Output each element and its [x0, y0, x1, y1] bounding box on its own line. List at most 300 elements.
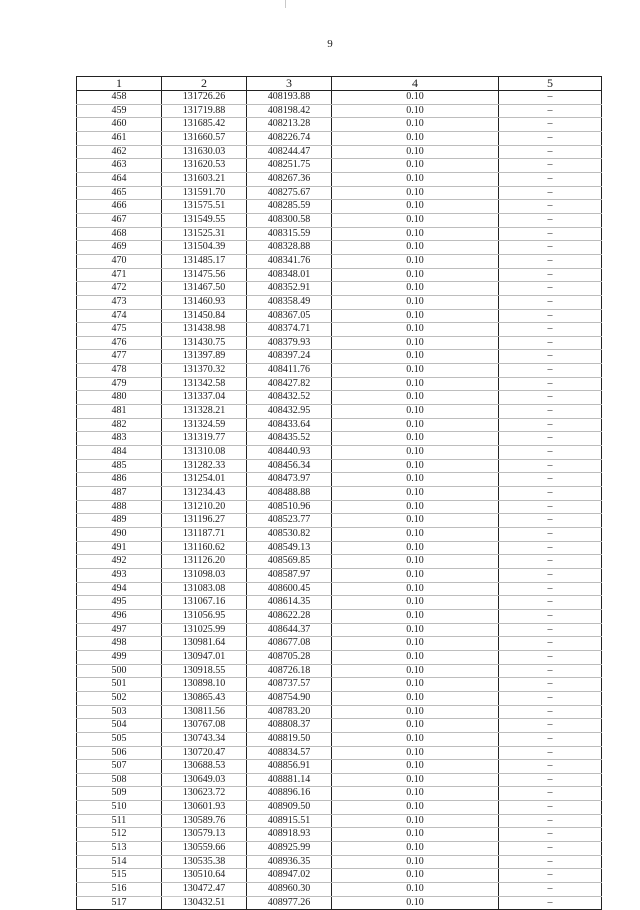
- table-cell-col-1: 501: [77, 678, 162, 692]
- table-cell-col-4: 0.10: [332, 282, 499, 296]
- table-cell-col-1: 484: [77, 446, 162, 460]
- table-cell-col-1: 500: [77, 664, 162, 678]
- table-cell-col-1: 468: [77, 227, 162, 241]
- table-cell-col-5: –: [499, 459, 602, 473]
- table-cell-col-3: 408510.96: [247, 500, 332, 514]
- table-cell-col-3: 408275.67: [247, 186, 332, 200]
- table-row: [77, 418, 602, 432]
- table-cell-col-4: 0.10: [332, 159, 499, 173]
- table-cell-col-2: 131370.32: [162, 364, 247, 378]
- table-cell-col-1: 511: [77, 814, 162, 828]
- table-cell-col-3: 408427.82: [247, 377, 332, 391]
- table-cell-col-3: 408915.51: [247, 814, 332, 828]
- column-header-2: 2: [162, 77, 247, 91]
- table-cell-col-4: 0.10: [332, 691, 499, 705]
- table-cell-col-4: 0.10: [332, 637, 499, 651]
- table-cell-col-2: 131126.20: [162, 555, 247, 569]
- table-row: [77, 514, 602, 528]
- table-cell-col-4: 0.10: [332, 514, 499, 528]
- table-cell-col-3: 408977.26: [247, 896, 332, 910]
- table-cell-col-3: 408783.20: [247, 705, 332, 719]
- table-row: [77, 172, 602, 186]
- table-row: [77, 869, 602, 883]
- table-cell-col-4: 0.10: [332, 814, 499, 828]
- table-cell-col-2: 130981.64: [162, 637, 247, 651]
- table-cell-col-3: 408456.34: [247, 459, 332, 473]
- table-cell-col-4: 0.10: [332, 773, 499, 787]
- table-cell-col-2: 131719.88: [162, 104, 247, 118]
- table-row: [77, 91, 602, 105]
- table-row: [77, 609, 602, 623]
- table-cell-col-3: 408267.36: [247, 172, 332, 186]
- table-cell-col-2: 130688.53: [162, 760, 247, 774]
- table-cell-col-5: –: [499, 172, 602, 186]
- table-cell-col-5: –: [499, 691, 602, 705]
- table-row: [77, 746, 602, 760]
- table-row: [77, 719, 602, 733]
- table-cell-col-4: 0.10: [332, 446, 499, 460]
- table-cell-col-4: 0.10: [332, 596, 499, 610]
- table-cell-col-2: 131575.51: [162, 200, 247, 214]
- table-cell-col-2: 131460.93: [162, 295, 247, 309]
- table-cell-col-3: 408435.52: [247, 432, 332, 446]
- table-cell-col-3: 408947.02: [247, 869, 332, 883]
- table-row: [77, 364, 602, 378]
- table-cell-col-2: 131660.57: [162, 131, 247, 145]
- table-cell-col-1: 491: [77, 541, 162, 555]
- table-cell-col-1: 469: [77, 241, 162, 255]
- table-row: [77, 104, 602, 118]
- table-cell-col-2: 131196.27: [162, 514, 247, 528]
- table-cell-col-1: 467: [77, 213, 162, 227]
- table-row: [77, 528, 602, 542]
- table-cell-col-5: –: [499, 514, 602, 528]
- table-cell-col-2: 131254.01: [162, 473, 247, 487]
- table-row: [77, 350, 602, 364]
- table-cell-col-5: –: [499, 159, 602, 173]
- table-cell-col-2: 131485.17: [162, 254, 247, 268]
- table-cell-col-4: 0.10: [332, 855, 499, 869]
- table-row: [77, 459, 602, 473]
- table-cell-col-1: 461: [77, 131, 162, 145]
- table-cell-col-5: –: [499, 104, 602, 118]
- table-cell-col-1: 513: [77, 842, 162, 856]
- table-row: [77, 541, 602, 555]
- table-cell-col-4: 0.10: [332, 91, 499, 105]
- table-cell-col-3: 408251.75: [247, 159, 332, 173]
- table-cell-col-3: 408433.64: [247, 418, 332, 432]
- table-cell-col-2: 131549.55: [162, 213, 247, 227]
- table-cell-col-2: 130767.08: [162, 719, 247, 733]
- table-cell-col-1: 470: [77, 254, 162, 268]
- table-row: [77, 405, 602, 419]
- table-cell-col-5: –: [499, 391, 602, 405]
- table-cell-col-1: 508: [77, 773, 162, 787]
- table-cell-col-4: 0.10: [332, 664, 499, 678]
- table-cell-col-5: –: [499, 596, 602, 610]
- table-cell-col-3: 408705.28: [247, 650, 332, 664]
- table-cell-col-2: 131187.71: [162, 528, 247, 542]
- table-cell-col-3: 408328.88: [247, 241, 332, 255]
- table-cell-col-5: –: [499, 528, 602, 542]
- table-cell-col-2: 130865.43: [162, 691, 247, 705]
- table-cell-col-5: –: [499, 500, 602, 514]
- coordinates-table: [76, 76, 602, 910]
- table-cell-col-5: –: [499, 282, 602, 296]
- table-cell-col-2: 131328.21: [162, 405, 247, 419]
- table-row: [77, 432, 602, 446]
- table-cell-col-4: 0.10: [332, 186, 499, 200]
- table-cell-col-5: –: [499, 842, 602, 856]
- table-cell-col-5: –: [499, 254, 602, 268]
- table-cell-col-1: 496: [77, 609, 162, 623]
- table-cell-col-2: 131083.08: [162, 582, 247, 596]
- table-cell-col-3: 408341.76: [247, 254, 332, 268]
- table-cell-col-2: 131324.59: [162, 418, 247, 432]
- table-cell-col-1: 482: [77, 418, 162, 432]
- table-row: [77, 801, 602, 815]
- table-cell-col-2: 130743.34: [162, 732, 247, 746]
- table-cell-col-2: 130579.13: [162, 828, 247, 842]
- table-cell-col-2: 131025.99: [162, 623, 247, 637]
- table-row: [77, 760, 602, 774]
- table-cell-col-4: 0.10: [332, 418, 499, 432]
- table-cell-col-2: 131685.42: [162, 118, 247, 132]
- table-row: [77, 131, 602, 145]
- table-cell-col-2: 131603.21: [162, 172, 247, 186]
- table-row: [77, 336, 602, 350]
- table-cell-col-3: 408960.30: [247, 883, 332, 897]
- table-cell-col-4: 0.10: [332, 801, 499, 815]
- table-cell-col-3: 408936.35: [247, 855, 332, 869]
- table-body: [77, 91, 602, 910]
- table-cell-col-5: –: [499, 896, 602, 910]
- table-cell-col-3: 408226.74: [247, 131, 332, 145]
- table-cell-col-1: 514: [77, 855, 162, 869]
- table-cell-col-5: –: [499, 473, 602, 487]
- table-cell-col-1: 478: [77, 364, 162, 378]
- table-cell-col-3: 408523.77: [247, 514, 332, 528]
- table-cell-col-4: 0.10: [332, 377, 499, 391]
- table-row: [77, 623, 602, 637]
- table-row: [77, 145, 602, 159]
- table-cell-col-5: –: [499, 650, 602, 664]
- table-cell-col-2: 131475.56: [162, 268, 247, 282]
- table-cell-col-3: 408432.95: [247, 405, 332, 419]
- table-cell-col-1: 495: [77, 596, 162, 610]
- table-row: [77, 896, 602, 910]
- table-cell-col-2: 131067.16: [162, 596, 247, 610]
- table-cell-col-1: 463: [77, 159, 162, 173]
- table-row: [77, 883, 602, 897]
- table-cell-col-1: 473: [77, 295, 162, 309]
- table-cell-col-5: –: [499, 186, 602, 200]
- table-cell-col-4: 0.10: [332, 405, 499, 419]
- table-cell-col-1: 458: [77, 91, 162, 105]
- table-row: [77, 254, 602, 268]
- table-cell-col-2: 131342.58: [162, 377, 247, 391]
- table-cell-col-4: 0.10: [332, 131, 499, 145]
- table-cell-col-2: 130472.47: [162, 883, 247, 897]
- table-cell-col-4: 0.10: [332, 719, 499, 733]
- table-cell-col-2: 131337.04: [162, 391, 247, 405]
- column-header-4: 4: [332, 77, 499, 91]
- table-cell-col-4: 0.10: [332, 896, 499, 910]
- table-cell-col-4: 0.10: [332, 336, 499, 350]
- table-cell-col-3: 408213.28: [247, 118, 332, 132]
- table-cell-col-2: 130918.55: [162, 664, 247, 678]
- table-row: [77, 691, 602, 705]
- table-cell-col-4: 0.10: [332, 323, 499, 337]
- table-cell-col-5: –: [499, 828, 602, 842]
- table-row: [77, 241, 602, 255]
- table-cell-col-2: 131319.77: [162, 432, 247, 446]
- table-cell-col-5: –: [499, 336, 602, 350]
- table-cell-col-2: 131591.70: [162, 186, 247, 200]
- table-cell-col-3: 408881.14: [247, 773, 332, 787]
- table-cell-col-4: 0.10: [332, 568, 499, 582]
- table-cell-col-5: –: [499, 883, 602, 897]
- table-cell-col-4: 0.10: [332, 200, 499, 214]
- page-number: 9: [327, 38, 333, 50]
- table-cell-col-2: 131160.62: [162, 541, 247, 555]
- table-cell-col-1: 481: [77, 405, 162, 419]
- table-cell-col-4: 0.10: [332, 650, 499, 664]
- table-cell-col-4: 0.10: [332, 746, 499, 760]
- table-cell-col-3: 408808.37: [247, 719, 332, 733]
- table-cell-col-5: –: [499, 705, 602, 719]
- table-cell-col-3: 408530.82: [247, 528, 332, 542]
- table-cell-col-4: 0.10: [332, 842, 499, 856]
- table-row: [77, 500, 602, 514]
- table-cell-col-4: 0.10: [332, 227, 499, 241]
- table-cell-col-1: 471: [77, 268, 162, 282]
- table-cell-col-4: 0.10: [332, 391, 499, 405]
- table-row: [77, 855, 602, 869]
- table-cell-col-5: –: [499, 91, 602, 105]
- table-cell-col-3: 408896.16: [247, 787, 332, 801]
- table-cell-col-3: 408440.93: [247, 446, 332, 460]
- table-row: [77, 446, 602, 460]
- table-cell-col-5: –: [499, 118, 602, 132]
- table-cell-col-5: –: [499, 131, 602, 145]
- table-cell-col-3: 408285.59: [247, 200, 332, 214]
- table-cell-col-3: 408411.76: [247, 364, 332, 378]
- table-cell-col-2: 130510.64: [162, 869, 247, 883]
- table-cell-col-5: –: [499, 487, 602, 501]
- table-cell-col-3: 408198.42: [247, 104, 332, 118]
- table-cell-col-2: 130623.72: [162, 787, 247, 801]
- table-cell-col-2: 130432.51: [162, 896, 247, 910]
- table-cell-col-5: –: [499, 446, 602, 460]
- table-cell-col-3: 408488.88: [247, 487, 332, 501]
- scan-artifact-top: [285, 0, 286, 8]
- table-cell-col-1: 460: [77, 118, 162, 132]
- table-row: [77, 295, 602, 309]
- table-row: [77, 555, 602, 569]
- table-cell-col-5: –: [499, 227, 602, 241]
- table-cell-col-4: 0.10: [332, 172, 499, 186]
- table-cell-col-2: 130559.66: [162, 842, 247, 856]
- table-cell-col-3: 408737.57: [247, 678, 332, 692]
- table-cell-col-5: –: [499, 869, 602, 883]
- table-cell-col-1: 464: [77, 172, 162, 186]
- table-cell-col-1: 472: [77, 282, 162, 296]
- table-cell-col-1: 466: [77, 200, 162, 214]
- table-cell-col-5: –: [499, 350, 602, 364]
- table-cell-col-2: 130898.10: [162, 678, 247, 692]
- table-cell-col-3: 408379.93: [247, 336, 332, 350]
- table-cell-col-4: 0.10: [332, 828, 499, 842]
- table-row: [77, 473, 602, 487]
- table-cell-col-2: 131620.53: [162, 159, 247, 173]
- table-cell-col-2: 131397.89: [162, 350, 247, 364]
- table-row: [77, 268, 602, 282]
- table-cell-col-2: 131234.43: [162, 487, 247, 501]
- table-cell-col-2: 131467.50: [162, 282, 247, 296]
- table-cell-col-1: 476: [77, 336, 162, 350]
- table-cell-col-4: 0.10: [332, 500, 499, 514]
- table-cell-col-3: 408834.57: [247, 746, 332, 760]
- table-cell-col-5: –: [499, 760, 602, 774]
- table-cell-col-1: 462: [77, 145, 162, 159]
- table-row: [77, 186, 602, 200]
- table-cell-col-5: –: [499, 568, 602, 582]
- table-cell-col-5: –: [499, 623, 602, 637]
- table-cell-col-3: 408549.13: [247, 541, 332, 555]
- table-cell-col-4: 0.10: [332, 459, 499, 473]
- table-cell-col-1: 459: [77, 104, 162, 118]
- table-row: [77, 582, 602, 596]
- table-cell-col-3: 408726.18: [247, 664, 332, 678]
- table-cell-col-2: 131504.39: [162, 241, 247, 255]
- table-cell-col-2: 130649.03: [162, 773, 247, 787]
- table-cell-col-1: 506: [77, 746, 162, 760]
- table-cell-col-3: 408569.85: [247, 555, 332, 569]
- table-row: [77, 377, 602, 391]
- table-cell-col-1: 475: [77, 323, 162, 337]
- table-cell-col-1: 480: [77, 391, 162, 405]
- table-cell-col-4: 0.10: [332, 432, 499, 446]
- table-row: [77, 213, 602, 227]
- table-cell-col-3: 408644.37: [247, 623, 332, 637]
- table-cell-col-4: 0.10: [332, 732, 499, 746]
- table-cell-col-4: 0.10: [332, 145, 499, 159]
- table-cell-col-2: 130720.47: [162, 746, 247, 760]
- table-cell-col-4: 0.10: [332, 678, 499, 692]
- table-cell-col-5: –: [499, 555, 602, 569]
- column-header-5: 5: [499, 77, 602, 91]
- table-cell-col-2: 131630.03: [162, 145, 247, 159]
- table-cell-col-2: 131726.26: [162, 91, 247, 105]
- table-cell-col-5: –: [499, 746, 602, 760]
- column-header-3: 3: [247, 77, 332, 91]
- table-row: [77, 664, 602, 678]
- table-cell-col-5: –: [499, 773, 602, 787]
- table-cell-col-1: 516: [77, 883, 162, 897]
- table-cell-col-5: –: [499, 145, 602, 159]
- table-cell-col-1: 505: [77, 732, 162, 746]
- table-cell-col-1: 493: [77, 568, 162, 582]
- table-cell-col-5: –: [499, 241, 602, 255]
- table-row: [77, 828, 602, 842]
- table-cell-col-1: 487: [77, 487, 162, 501]
- table-cell-col-5: –: [499, 678, 602, 692]
- table-cell-col-2: 131282.33: [162, 459, 247, 473]
- table-cell-col-5: –: [499, 801, 602, 815]
- column-header-1: 1: [77, 77, 162, 91]
- table-row: [77, 842, 602, 856]
- table-cell-col-5: –: [499, 323, 602, 337]
- table-cell-col-3: 408614.35: [247, 596, 332, 610]
- table-cell-col-1: 497: [77, 623, 162, 637]
- table-row: [77, 227, 602, 241]
- table-cell-col-4: 0.10: [332, 541, 499, 555]
- table-cell-col-3: 408300.58: [247, 213, 332, 227]
- table-cell-col-1: 499: [77, 650, 162, 664]
- table-cell-col-2: 131430.75: [162, 336, 247, 350]
- table-cell-col-4: 0.10: [332, 869, 499, 883]
- table-row: [77, 282, 602, 296]
- table-cell-col-1: 465: [77, 186, 162, 200]
- table-cell-col-5: –: [499, 309, 602, 323]
- table-cell-col-2: 130589.76: [162, 814, 247, 828]
- table-cell-col-4: 0.10: [332, 555, 499, 569]
- table-cell-col-1: 498: [77, 637, 162, 651]
- table-cell-col-1: 509: [77, 787, 162, 801]
- table-cell-col-4: 0.10: [332, 213, 499, 227]
- table-row: [77, 309, 602, 323]
- table-cell-col-1: 494: [77, 582, 162, 596]
- table-cell-col-3: 408358.49: [247, 295, 332, 309]
- table-cell-col-1: 512: [77, 828, 162, 842]
- table-cell-col-1: 483: [77, 432, 162, 446]
- table-cell-col-2: 131310.08: [162, 446, 247, 460]
- table-row: [77, 650, 602, 664]
- table-cell-col-2: 130535.38: [162, 855, 247, 869]
- table-cell-col-5: –: [499, 405, 602, 419]
- table-row: [77, 705, 602, 719]
- table-row: [77, 391, 602, 405]
- table-cell-col-5: –: [499, 664, 602, 678]
- table-row: [77, 487, 602, 501]
- table-cell-col-2: 130811.56: [162, 705, 247, 719]
- table-cell-col-3: 408473.97: [247, 473, 332, 487]
- table-cell-col-2: 130947.01: [162, 650, 247, 664]
- table-cell-col-5: –: [499, 787, 602, 801]
- table-cell-col-4: 0.10: [332, 254, 499, 268]
- table-cell-col-5: –: [499, 418, 602, 432]
- table-row: [77, 732, 602, 746]
- table-cell-col-3: 408348.01: [247, 268, 332, 282]
- scan-artifact-bottom: [150, 896, 240, 897]
- table-cell-col-5: –: [499, 295, 602, 309]
- table-cell-col-3: 408856.91: [247, 760, 332, 774]
- table-cell-col-1: 503: [77, 705, 162, 719]
- table-cell-col-5: –: [499, 582, 602, 596]
- table-cell-col-5: –: [499, 213, 602, 227]
- table-cell-col-4: 0.10: [332, 268, 499, 282]
- table-cell-col-4: 0.10: [332, 364, 499, 378]
- table-cell-col-1: 474: [77, 309, 162, 323]
- table-cell-col-4: 0.10: [332, 760, 499, 774]
- table-row: [77, 200, 602, 214]
- table-cell-col-3: 408909.50: [247, 801, 332, 815]
- table-row: [77, 323, 602, 337]
- table-cell-col-1: 515: [77, 869, 162, 883]
- table-cell-col-1: 486: [77, 473, 162, 487]
- table-cell-col-3: 408374.71: [247, 323, 332, 337]
